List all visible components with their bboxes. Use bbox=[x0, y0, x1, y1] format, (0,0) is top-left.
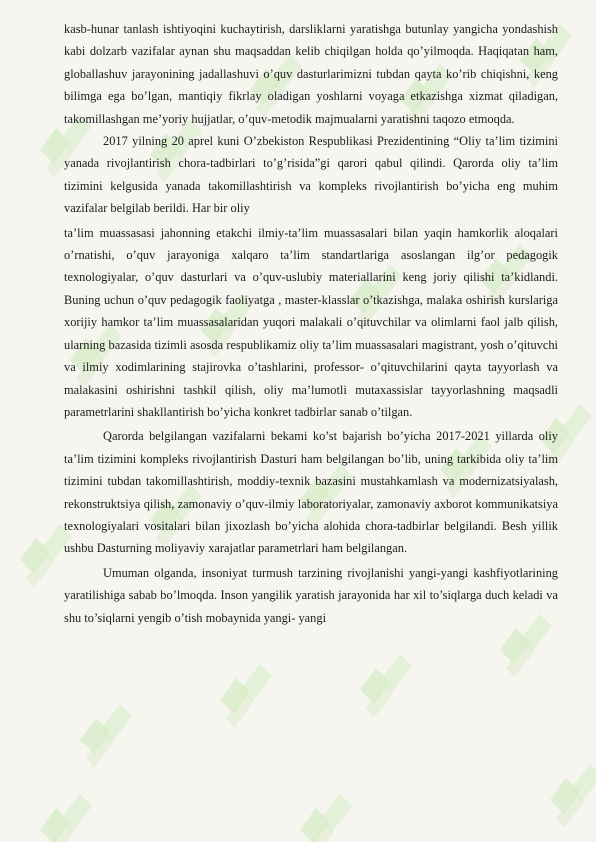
watermark-mark bbox=[80, 704, 132, 768]
paragraph: kasb-hunar tanlash ishtiyoqini kuchaytirish, darsliklarni yaratishga butunlay yangicha yondashish kabi dolzarb vazifalar aynan shu maqsaddan kelib chiqilgan holda qo’yilmoqda. Haqiqatan ham, globallashuv jarayonining jadallashuvi o’quv dasturlarimizni tubdan qayta ko’rib chiqishni, keng bilimga ega bo’lgan, mantiqiy fikrlay oladigan yoshlarni voyaga etkazishga xizmat qiladigan, takomillashgan me’yoriy hujjatlar, o’quv-metodik majmualarni yaratishni taqozo etmoqda. bbox=[64, 22, 558, 126]
watermark-mark bbox=[550, 764, 596, 828]
watermark-mark bbox=[40, 794, 92, 842]
document-body bbox=[64, 18, 558, 629]
paragraph: 2017 yilning 20 aprel kuni O’zbekiston Respublikasi Prezidentining “Oliy ta’lim tizimini yanada rivojlantirish chora-tadbirlari to’g’risida”gi qarori qabul qilindi. Qarorda oliy ta’lim tizimini kelgusida yanada takomillashtirish va kompleks rivojlantirish bo’yicha eng muhim vazifalar belgilab berildi. Har bir oliy bbox=[64, 134, 558, 216]
watermark-mark bbox=[360, 654, 412, 718]
watermark-mark bbox=[220, 664, 272, 728]
paragraph: ta’lim muassasasi jahonning etakchi ilmiy-ta’lim muassasalari bilan yaqin hamkorlik aloqalari o’rnatishi, o’quv jarayoniga xalqaro ta’lim standartlariga asoslangan ilg’or pedagogik texnologiyalar, o’quv dasturlari va o’quv-uslubiy materiallarini keng joriy qilishi ta’kidlandi. Buning uchun o’quv pedagogik faoliyatga , master-klasslar o’tkazishga, malaka oshirish kurslariga xorijiy hamkor ta’lim muassasalaridan yuqori malakali o’qituvchilar va olimlarni faol jalb qilish, ularning bazasida tizimli asosda respublikamiz oliy ta’lim muassasalari magistrant, yosh o’qituvchi va ilmiy xodimlarining stajirovka o’tashlarini, professor- o’qituvchilarini qayta tayyorlash va malakasini oshirishni tashkil qilish, oliy ma’lumotli mutaxassislar tayyorlashning maqsadli parametrlarini shakllantirish bo’yicha konkret tadbirlar sanab o’tilgan. bbox=[64, 225, 558, 419]
watermark-mark bbox=[300, 794, 352, 842]
paragraph: Umuman olganda, insoniyat turmush tarzining rivojlanishi yangi-yangi kashfiyotlarining yaratilishiga sabab bo’lmoqda. Inson yangilik yaratish jarayonida har xil to’siqlarga duch keladi va shu to’siqlarni yengib o’tish mobaynida yangi- yangi bbox=[64, 565, 558, 625]
paragraph: Qarorda belgilangan vazifalarni bekami ko’st bajarish bo’yicha 2017-2021 yillarda oliy ta’lim tizimini kompleks rivojlantirish Dasturi ham belgilangan bo’lib, uning tarkibida oliy ta’lim tizimini tubdan takomillashtirish, moddiy-texnik bazasini mustahkamlash va modernizatsiyalash, rekonstruktsiya qilish, zamonaviy o’quv-ilmiy laboratoriyalar, zamonaviy axborot kommunikatsiya texnologiyalari vositalari bilan jixozlash bo’yicha alohida chora-tadbirlar belgilandi. Besh yillik ushbu Dasturning moliyaviy xarajatlar parametrlari ham belgilangan. bbox=[64, 429, 558, 556]
